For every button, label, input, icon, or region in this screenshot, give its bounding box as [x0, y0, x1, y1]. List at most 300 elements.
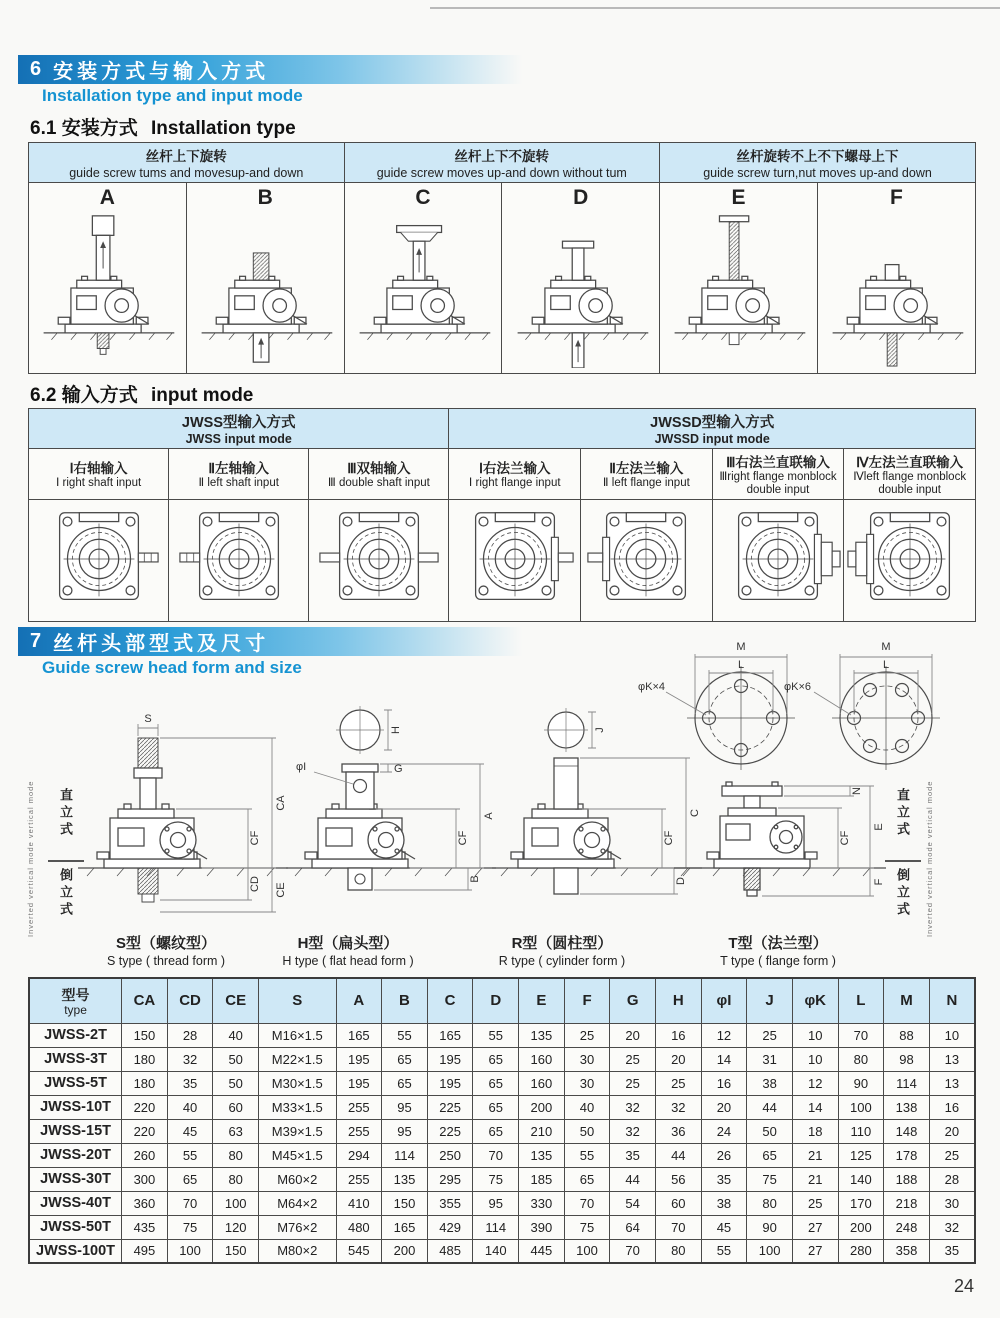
- dim-cell: 50: [213, 1047, 259, 1071]
- dim-cell: M33×1.5: [259, 1095, 336, 1119]
- dim-cell: 435: [122, 1215, 168, 1239]
- dim-cell: 100: [838, 1095, 884, 1119]
- dim-cell: 55: [167, 1143, 213, 1167]
- dim-cell: 65: [382, 1071, 428, 1095]
- s-dim-CE: CE: [275, 882, 287, 898]
- heading-6-1-num: 6.1: [30, 118, 57, 139]
- installation-group-2: [344, 143, 660, 183]
- dim-cell: 31: [747, 1047, 793, 1071]
- model-cell: JWSS-15T: [29, 1119, 122, 1143]
- dim-cell: 65: [382, 1047, 428, 1071]
- h-dim-H: H: [390, 726, 402, 734]
- installation-cell-f: [817, 183, 975, 374]
- dim-col-header: J: [747, 978, 793, 1023]
- dim-cell: 75: [747, 1167, 793, 1191]
- dim-cell: 100: [213, 1191, 259, 1215]
- form-t-zh: T型（法兰型）: [728, 935, 828, 952]
- dim-cell: 35: [929, 1239, 975, 1263]
- dim-cell: 225: [427, 1095, 473, 1119]
- dim-cell: 135: [382, 1167, 428, 1191]
- dim-cell: 248: [884, 1215, 930, 1239]
- dim-cell: 195: [427, 1047, 473, 1071]
- dim-cell: 63: [213, 1119, 259, 1143]
- col6-en: Ⅲright flange monblock double input: [719, 471, 837, 496]
- group-1-en: guide screw tums and movesup-and down: [69, 166, 304, 180]
- s-dim-S: S: [144, 713, 152, 725]
- model-cell: JWSS-10T: [29, 1095, 122, 1119]
- installation-type-table: [28, 142, 976, 374]
- dim-cell: 70: [655, 1215, 701, 1239]
- dim-cell: 98: [884, 1047, 930, 1071]
- dim-cell: 26: [701, 1143, 747, 1167]
- installation-group-1: [29, 143, 345, 183]
- installation-drawing-d: [506, 210, 656, 368]
- side-label-upright-right: 直立式: [895, 788, 910, 839]
- dim-cell: 55: [473, 1023, 519, 1047]
- section7-title-en: Guide screw head form and size: [42, 658, 302, 677]
- input-drawing-left-flange-monblock: [844, 499, 976, 621]
- dim-cell: 100: [747, 1239, 793, 1263]
- dim-cell: 30: [564, 1047, 610, 1071]
- table-row: [29, 1047, 975, 1071]
- installation-drawing-e: [663, 210, 813, 368]
- h-dim-G: G: [394, 763, 403, 775]
- page-number: 24: [953, 1276, 974, 1296]
- dim-cell: 60: [213, 1095, 259, 1119]
- model-cell: JWSS-50T: [29, 1215, 122, 1239]
- installation-cell-d: [502, 183, 660, 374]
- dim-cell: 160: [519, 1047, 565, 1071]
- dim-cell: 495: [122, 1239, 168, 1263]
- dim-cell: M22×1.5: [259, 1047, 336, 1071]
- col7-zh: Ⅳ左法兰直联输入: [856, 455, 964, 470]
- r-dim-J: J: [594, 727, 606, 733]
- dim-col-header: A: [336, 978, 382, 1023]
- dim-cell: 10: [929, 1023, 975, 1047]
- dim-cell: 200: [838, 1215, 884, 1239]
- installation-drawing-b: [190, 210, 340, 368]
- dim-cell: 32: [929, 1215, 975, 1239]
- dim-cell: 27: [792, 1239, 838, 1263]
- dim-cell: 16: [655, 1023, 701, 1047]
- s-dim-CF: CF: [249, 830, 261, 846]
- dim-col-header: E: [519, 978, 565, 1023]
- input-subheader-row: [29, 449, 976, 500]
- side-label-en-right: Inverted vertical mode vertical mode: [925, 780, 934, 937]
- s-type-drawing: [64, 700, 294, 928]
- input-drawing-double-shaft: [309, 499, 449, 621]
- dim-col-header: C: [427, 978, 473, 1023]
- input-col-left-shaft: [169, 449, 309, 500]
- dim-cell: 55: [701, 1239, 747, 1263]
- dim-cell: 12: [701, 1023, 747, 1047]
- dim-cell: 150: [122, 1023, 168, 1047]
- input-mode-table: [28, 408, 976, 622]
- section6-title-zh: 安装方式与输入方式: [53, 61, 270, 83]
- dim-cell: 45: [701, 1215, 747, 1239]
- dim-cell: 38: [701, 1191, 747, 1215]
- group-1-zh: 丝杆上下旋转: [145, 149, 227, 164]
- dim-col-header: N: [929, 978, 975, 1023]
- dim-cell: 295: [427, 1167, 473, 1191]
- r-dim-D: D: [675, 877, 687, 885]
- dim-cell: 80: [747, 1191, 793, 1215]
- dim-cell: 45: [167, 1119, 213, 1143]
- dim-cell: 195: [427, 1071, 473, 1095]
- input-group-header-row: [29, 409, 976, 449]
- type-letter-a: A: [99, 186, 115, 209]
- flange2-dim-l: L: [882, 659, 890, 671]
- type-letter-f: F: [890, 186, 903, 209]
- dim-cell: 260: [122, 1143, 168, 1167]
- dim-cell: 330: [519, 1191, 565, 1215]
- dim-cell: 10: [792, 1047, 838, 1071]
- input-col-right-flange-monblock: [712, 449, 844, 500]
- dim-cell: 13: [929, 1071, 975, 1095]
- type-letter-d: D: [573, 186, 589, 209]
- flange1-dim-m: M: [736, 641, 746, 653]
- dim-cell: 225: [427, 1119, 473, 1143]
- dim-cell: 32: [655, 1095, 701, 1119]
- form-r-en: R type ( cylinder form ): [498, 954, 626, 968]
- col2-zh: Ⅱ左轴输入: [208, 461, 270, 477]
- page-top-rule: [430, 7, 1000, 9]
- model-header-zh: 型号: [61, 986, 90, 1003]
- dim-cell: 70: [610, 1239, 656, 1263]
- dim-cell: 188: [884, 1167, 930, 1191]
- dim-cell: 20: [929, 1119, 975, 1143]
- dim-col-header: CE: [213, 978, 259, 1023]
- dim-cell: 358: [884, 1239, 930, 1263]
- dim-cell: M45×1.5: [259, 1143, 336, 1167]
- dim-cell: M30×1.5: [259, 1071, 336, 1095]
- heading-6-1: [30, 113, 296, 140]
- jwss-group-en: JWSS input mode: [185, 432, 292, 446]
- dim-cell: 65: [167, 1167, 213, 1191]
- heading-6-2-zh: 输入方式: [61, 385, 138, 406]
- dim-cell: 80: [213, 1167, 259, 1191]
- dim-cell: 80: [213, 1143, 259, 1167]
- dim-cell: 114: [473, 1215, 519, 1239]
- dim-cell: 30: [929, 1191, 975, 1215]
- dim-cell: 65: [473, 1095, 519, 1119]
- input-drawing-right-shaft: [29, 499, 169, 621]
- model-cell: JWSS-3T: [29, 1047, 122, 1071]
- jwssd-group-en: JWSSD input mode: [654, 432, 770, 446]
- dim-cell: 110: [838, 1119, 884, 1143]
- installation-drawing-c: [348, 210, 498, 368]
- dim-cell: 21: [792, 1143, 838, 1167]
- col7-en: Ⅳleft flange monblock double input: [853, 471, 967, 496]
- dim-cell: 25: [610, 1071, 656, 1095]
- dim-cell: 135: [519, 1023, 565, 1047]
- installation-cell-a: [29, 183, 187, 374]
- input-col-left-flange: [581, 449, 713, 500]
- dim-cell: 32: [610, 1095, 656, 1119]
- group-3-zh: 丝杆旋转不上不下螺母上下: [736, 149, 899, 164]
- dim-cell: 32: [167, 1047, 213, 1071]
- dim-col-header: B: [382, 978, 428, 1023]
- dim-cell: 255: [336, 1095, 382, 1119]
- dim-cell: 65: [473, 1047, 519, 1071]
- dim-cell: 21: [792, 1167, 838, 1191]
- installation-group-header-row: [29, 143, 976, 183]
- col1-en: Ⅰ right shaft input: [55, 477, 142, 490]
- col3-zh: Ⅲ双轴输入: [347, 461, 411, 477]
- form-t-en: T type ( flange form ): [720, 954, 836, 968]
- dim-cell: 200: [519, 1095, 565, 1119]
- section6-number: 6: [30, 58, 42, 80]
- dim-cell: 300: [122, 1167, 168, 1191]
- input-col-right-shaft: [29, 449, 169, 500]
- dim-header-row: [29, 978, 975, 1023]
- dim-cell: 100: [564, 1239, 610, 1263]
- dim-cell: 50: [213, 1071, 259, 1095]
- dim-cell: 44: [655, 1143, 701, 1167]
- col1-zh: Ⅰ右轴输入: [69, 461, 128, 477]
- dim-cell: 170: [838, 1191, 884, 1215]
- dim-cell: 180: [122, 1071, 168, 1095]
- input-drawing-left-shaft: [169, 499, 309, 621]
- dim-cell: 60: [655, 1191, 701, 1215]
- h-dim-CF: CF: [457, 830, 469, 846]
- flange1-bolt-label: φK×4: [638, 681, 666, 693]
- heading-6-2: [30, 380, 253, 407]
- dim-cell: 80: [838, 1047, 884, 1071]
- dim-cell: 70: [473, 1143, 519, 1167]
- dim-cell: 178: [884, 1143, 930, 1167]
- dim-cell: 185: [519, 1167, 565, 1191]
- dim-cell: 50: [564, 1119, 610, 1143]
- installation-cell-c: [344, 183, 502, 374]
- table-row: [29, 1239, 975, 1263]
- dim-cell: 165: [336, 1023, 382, 1047]
- h-dim-phiI: φI: [296, 761, 307, 773]
- dim-cell: 135: [519, 1143, 565, 1167]
- dim-col-header: φI: [701, 978, 747, 1023]
- dim-cell: 35: [167, 1071, 213, 1095]
- dim-cell: 75: [564, 1215, 610, 1239]
- dim-cell: 65: [564, 1167, 610, 1191]
- table-row: [29, 1023, 975, 1047]
- dim-cell: 150: [382, 1191, 428, 1215]
- installation-cell-e: [660, 183, 818, 374]
- dim-cell: 545: [336, 1239, 382, 1263]
- s-dim-CD: CD: [249, 876, 261, 892]
- dim-cell: 125: [838, 1143, 884, 1167]
- h-type-drawing: [272, 700, 502, 928]
- dim-cell: 65: [747, 1143, 793, 1167]
- model-cell: JWSS-5T: [29, 1071, 122, 1095]
- input-col-right-flange: [449, 449, 581, 500]
- dim-cell: 25: [610, 1047, 656, 1071]
- section7-title-zh: 丝杆头部型式及尺寸: [53, 633, 270, 655]
- dim-cell: 140: [473, 1239, 519, 1263]
- dim-cell: 360: [122, 1191, 168, 1215]
- dim-cell: 25: [792, 1191, 838, 1215]
- dim-cell: 100: [167, 1239, 213, 1263]
- dim-cell: 165: [382, 1215, 428, 1239]
- dim-cell: 70: [838, 1023, 884, 1047]
- group-2-en: guide screw moves up-and down without tum: [376, 166, 627, 180]
- dim-col-header: S: [259, 978, 336, 1023]
- dim-cell: 65: [473, 1119, 519, 1143]
- h-dim-B: B: [469, 875, 481, 883]
- r-dim-CF: CF: [663, 830, 675, 846]
- form-s-en: S type ( thread form ): [106, 954, 226, 968]
- table-row: [29, 1167, 975, 1191]
- t-dim-E: E: [873, 823, 885, 831]
- dim-cell: 12: [792, 1071, 838, 1095]
- s-dim-CA: CA: [275, 795, 287, 811]
- dim-col-header: CA: [122, 978, 168, 1023]
- section6-title-en: Installation type and input mode: [42, 86, 303, 105]
- dim-cell: 480: [336, 1215, 382, 1239]
- dim-cell: 40: [167, 1095, 213, 1119]
- dim-cell: 195: [336, 1047, 382, 1071]
- dim-col-header: L: [838, 978, 884, 1023]
- dim-cell: 20: [655, 1047, 701, 1071]
- dim-cell: 220: [122, 1095, 168, 1119]
- input-drawings-row: [29, 499, 976, 621]
- form-h-en: H type ( flat head form ): [282, 954, 414, 968]
- section7-banner: [18, 627, 538, 656]
- dim-cell: 55: [564, 1143, 610, 1167]
- dim-cell: M76×2: [259, 1215, 336, 1239]
- form-h-zh: H型（扁头型）: [297, 935, 399, 952]
- model-cell: JWSS-100T: [29, 1239, 122, 1263]
- dim-cell: 80: [655, 1239, 701, 1263]
- dim-cell: M16×1.5: [259, 1023, 336, 1047]
- dim-cell: 355: [427, 1191, 473, 1215]
- dim-cell: 114: [382, 1143, 428, 1167]
- dim-cell: 90: [747, 1215, 793, 1239]
- dimensions-table: [28, 977, 976, 1264]
- col4-en: Ⅰ right flange input: [468, 477, 561, 490]
- installation-drawing-a: [32, 210, 182, 368]
- dim-cell: 16: [929, 1095, 975, 1119]
- dim-cell: 250: [427, 1143, 473, 1167]
- form-s-zh: S型（螺纹型）: [115, 935, 216, 952]
- jwss-group-zh: JWSS型输入方式: [181, 415, 296, 431]
- dim-cell: 95: [473, 1191, 519, 1215]
- form-label-t: [668, 932, 888, 968]
- h-dim-A: A: [483, 812, 495, 820]
- dim-cell: 410: [336, 1191, 382, 1215]
- dim-col-header: φK: [792, 978, 838, 1023]
- t-type-drawing: [664, 770, 894, 928]
- dim-cell: 27: [792, 1215, 838, 1239]
- form-label-h: [238, 932, 458, 968]
- dim-cell: 64: [610, 1215, 656, 1239]
- dim-cell: 16: [701, 1071, 747, 1095]
- form-r-zh: R型（圆柱型）: [511, 935, 613, 952]
- group-2-zh: 丝杆上下不旋转: [454, 149, 550, 164]
- col5-en: Ⅱ left flange input: [602, 477, 690, 490]
- dim-cell: 36: [655, 1119, 701, 1143]
- dim-col-header: G: [610, 978, 656, 1023]
- dim-cell: 114: [884, 1071, 930, 1095]
- model-cell: JWSS-40T: [29, 1191, 122, 1215]
- dim-cell: 25: [747, 1023, 793, 1047]
- col3-en: Ⅲ double shaft input: [327, 477, 430, 490]
- dim-cell: 65: [473, 1071, 519, 1095]
- dim-cell: 44: [610, 1167, 656, 1191]
- dim-cell: 25: [655, 1071, 701, 1095]
- model-header-en: type: [64, 1002, 87, 1017]
- dim-col-header: M: [884, 978, 930, 1023]
- dim-table-body: [29, 1023, 975, 1263]
- side-label-inverted-left: 倒立式: [58, 868, 73, 919]
- table-row: [29, 1071, 975, 1095]
- t-dim-N: N: [851, 787, 863, 795]
- dim-cell: 25: [929, 1143, 975, 1167]
- dim-cell: 90: [838, 1071, 884, 1095]
- input-drawing-left-flange: [581, 499, 713, 621]
- dim-cell: 56: [655, 1167, 701, 1191]
- table-row: [29, 1191, 975, 1215]
- dim-cell: 50: [747, 1119, 793, 1143]
- installation-cell-b: [186, 183, 344, 374]
- heading-6-1-en: Installation type: [151, 118, 296, 139]
- t-dim-CF: CF: [839, 830, 851, 846]
- dim-cell: 14: [792, 1095, 838, 1119]
- dim-cell: 200: [382, 1239, 428, 1263]
- dim-cell: 95: [382, 1119, 428, 1143]
- form-label-r: [452, 932, 672, 968]
- dim-cell: M39×1.5: [259, 1119, 336, 1143]
- model-cell: JWSS-20T: [29, 1143, 122, 1167]
- dim-col-header: F: [564, 978, 610, 1023]
- col6-zh: Ⅲ右法兰直联输入: [726, 455, 830, 470]
- dim-cell: 485: [427, 1239, 473, 1263]
- dim-cell: 30: [564, 1071, 610, 1095]
- dim-cell: 28: [929, 1167, 975, 1191]
- input-col-left-flange-monblock: [844, 449, 976, 500]
- side-label-upright-left: 直立式: [58, 788, 73, 839]
- jwssd-group-zh: JWSSD型输入方式: [650, 415, 775, 431]
- dim-cell: 13: [929, 1047, 975, 1071]
- dim-col-header: CD: [167, 978, 213, 1023]
- dim-cell: 280: [838, 1239, 884, 1263]
- dim-cell: 10: [792, 1023, 838, 1047]
- dim-cell: 165: [427, 1023, 473, 1047]
- section7-number: 7: [30, 630, 42, 652]
- dim-cell: 54: [610, 1191, 656, 1215]
- dim-col-header: D: [473, 978, 519, 1023]
- dim-cell: 35: [610, 1143, 656, 1167]
- dim-cell: 255: [336, 1119, 382, 1143]
- model-column-header: [29, 978, 122, 1023]
- dim-cell: 180: [122, 1047, 168, 1071]
- jwssd-group-header: [449, 409, 976, 449]
- dim-cell: 429: [427, 1215, 473, 1239]
- input-drawing-right-flange: [449, 499, 581, 621]
- type-letter-e: E: [731, 186, 746, 209]
- dim-cell: 294: [336, 1143, 382, 1167]
- flange1-dim-l: L: [737, 659, 745, 671]
- dim-cell: 218: [884, 1191, 930, 1215]
- table-row: [29, 1119, 975, 1143]
- dim-cell: 95: [382, 1095, 428, 1119]
- heading-6-2-en: input mode: [151, 385, 254, 406]
- type-letter-b: B: [257, 186, 273, 209]
- model-cell: JWSS-30T: [29, 1167, 122, 1191]
- dim-cell: 120: [213, 1215, 259, 1239]
- dim-cell: 55: [382, 1023, 428, 1047]
- input-drawing-right-flange-monblock: [712, 499, 844, 621]
- dim-cell: M60×2: [259, 1167, 336, 1191]
